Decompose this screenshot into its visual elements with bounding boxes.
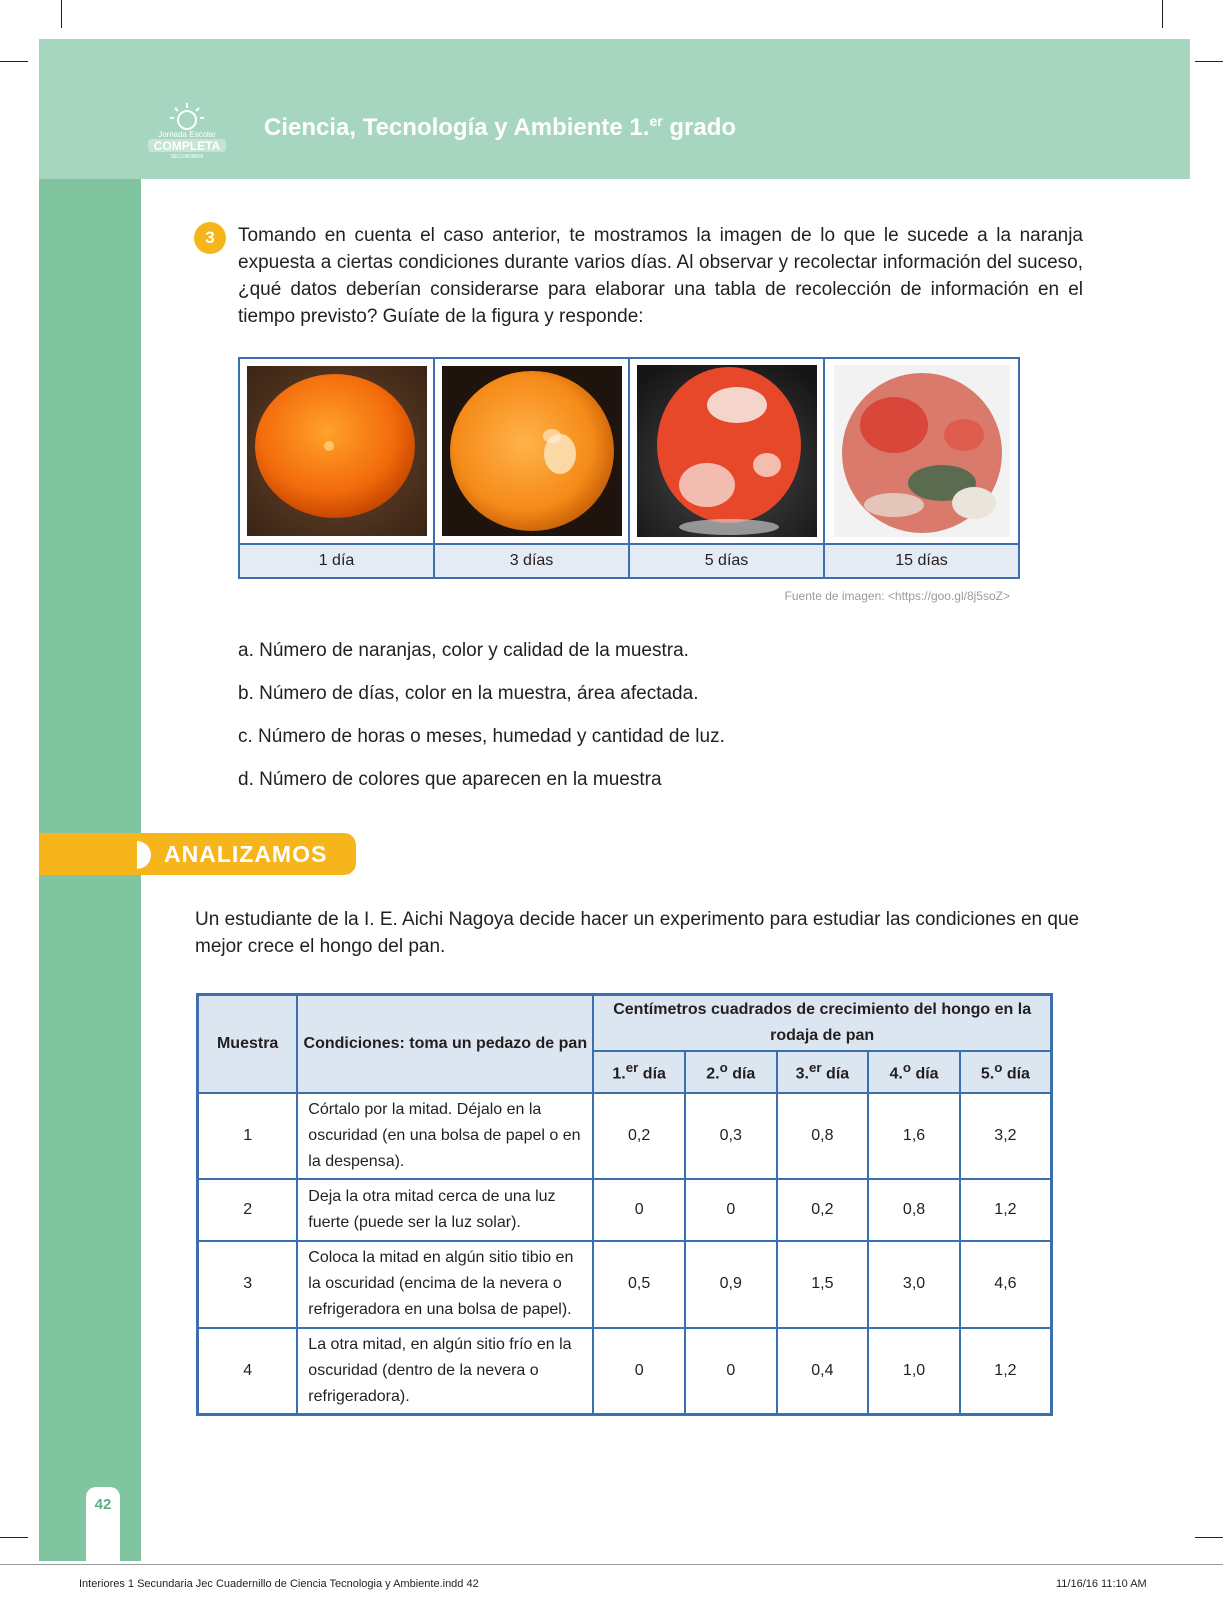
conditions-cell: Coloca la mitad en algún sitio tibio en la oscuridad (encima de la nevera o refrigeradora en una bolsa de papel). [297,1241,593,1328]
logo-text-sub: SECUNDARIA [170,154,204,160]
photo-label: 15 días [825,543,1018,577]
jornada-escolar-logo [142,100,232,160]
sample-cell: 3 [198,1241,298,1328]
value-cell: 0,2 [777,1179,869,1241]
footer-file-info: Interiores 1 Secundaria Jec Cuadernillo de Ciencia Tecnologia y Ambiente.indd 42 [79,1578,479,1590]
column-header-growth: Centímetros cuadrados de crecimiento del hongo en la rodaja de pan [593,995,1051,1051]
value-cell: 0,9 [685,1241,777,1328]
crop-mark [1195,61,1223,62]
day-header: 3.$^{er}$ día [777,1051,869,1093]
sample-cell: 4 [198,1328,298,1415]
value-cell: 3,0 [868,1241,960,1328]
value-cell: 1,5 [777,1241,869,1328]
day-header: 2.$^o$ día [685,1051,777,1093]
sample-cell: 1 [198,1093,298,1179]
orange-day-3-image [442,366,622,536]
photo-label: 3 días [435,543,628,577]
crop-mark [1162,0,1163,28]
table-row [198,1093,1052,1179]
logo-text-main: COMPLETA [153,139,221,153]
conditions-cell: Córtalo por la mitad. Déjalo en la oscuridad (en una bolsa de papel o en la despensa). [297,1093,593,1179]
column-header-sample: Muestra [198,995,298,1093]
conditions-cell: Deja la otra mitad cerca de una luz fuerte (puede ser la luz solar). [297,1179,593,1241]
value-cell: 1,0 [868,1328,960,1415]
bread-mold-table [196,993,1053,1416]
column-header-conditions: Condiciones: toma un pedazo de pan [297,995,593,1093]
question-number-badge: 3 [194,222,226,254]
value-cell: 0 [685,1328,777,1415]
value-cell: 3,2 [960,1093,1052,1179]
photo-column [435,359,630,577]
photo-column [240,359,435,577]
value-cell: 4,6 [960,1241,1052,1328]
crop-mark [0,1537,28,1538]
value-cell: 0,2 [593,1093,685,1179]
orange-day-1-image [247,366,427,536]
photo-label: 5 días [630,543,823,577]
table-row [198,1328,1052,1415]
table-row [198,1179,1052,1241]
crop-mark [1195,1537,1223,1538]
answer-option-d: d. Número de colores que aparecen en la muestra [238,769,662,790]
table-row [198,1241,1052,1328]
footer-divider [0,1564,1223,1565]
photo-label: 1 día [240,543,433,577]
sample-cell: 2 [198,1179,298,1241]
image-source: Fuente de imagen: <https://goo.gl/8j5soZ> [784,589,1010,603]
orange-day-15-image [834,365,1010,537]
intro-paragraph: Un estudiante de la I. E. Aichi Nagoya decide hacer un experimento para estudiar las condiciones en que mejor crece el hongo del pan. [195,909,1080,957]
value-cell: 1,6 [868,1093,960,1179]
orange-day-5-image [637,365,817,537]
orange-photo-table [238,357,1020,579]
photo-column [825,359,1018,577]
logo-text-top: Jornada Escolar [158,130,216,139]
footer-timestamp: 11/16/16 11:10 AM [1056,1578,1147,1590]
page-title: Ciencia, Tecnología y Ambiente 1.$^{er}$ grado [264,113,737,141]
value-cell: 0,8 [777,1093,869,1179]
photo-column [630,359,825,577]
value-cell: 0 [593,1179,685,1241]
conditions-cell: La otra mitad, en algún sitio frío en la oscuridad (dentro de la nevera o refrigeradora). [297,1328,593,1415]
value-cell: 1,2 [960,1328,1052,1415]
value-cell: 1,2 [960,1179,1052,1241]
crop-mark [0,61,28,62]
day-header: 5.$^o$ día [960,1051,1052,1093]
answer-options [238,640,725,812]
day-header: 1.$^{er}$ día [593,1051,685,1093]
value-cell: 0,4 [777,1328,869,1415]
value-cell: 0,3 [685,1093,777,1179]
value-cell: 0,5 [593,1241,685,1328]
page-number: 42 [94,1496,112,1513]
value-cell: 0 [685,1179,777,1241]
value-cell: 0 [593,1328,685,1415]
day-header: 4.$^o$ día [868,1051,960,1093]
section-title: ANALIZAMOS [164,841,328,867]
answer-option-b: b. Número de días, color en la muestra, área afectada. [238,683,699,704]
answer-option-c: c. Número de horas o meses, humedad y cantidad de luz. [238,726,725,747]
question-text: Tomando en cuenta el caso anterior, te mostramos la imagen de lo que le sucede a la naranja expuesta a ciertas condiciones durante varios días. Al observar y recolectar información del suceso, ¿qué datos deberían considerarse para elaborar una tabla de recolección de información en el tiempo previsto? Guíate de la figura y responde: [238,225,1083,327]
crop-mark [61,0,62,28]
value-cell: 0,8 [868,1179,960,1241]
answer-option-a: a. Número de naranjas, color y calidad de la muestra. [238,640,689,661]
